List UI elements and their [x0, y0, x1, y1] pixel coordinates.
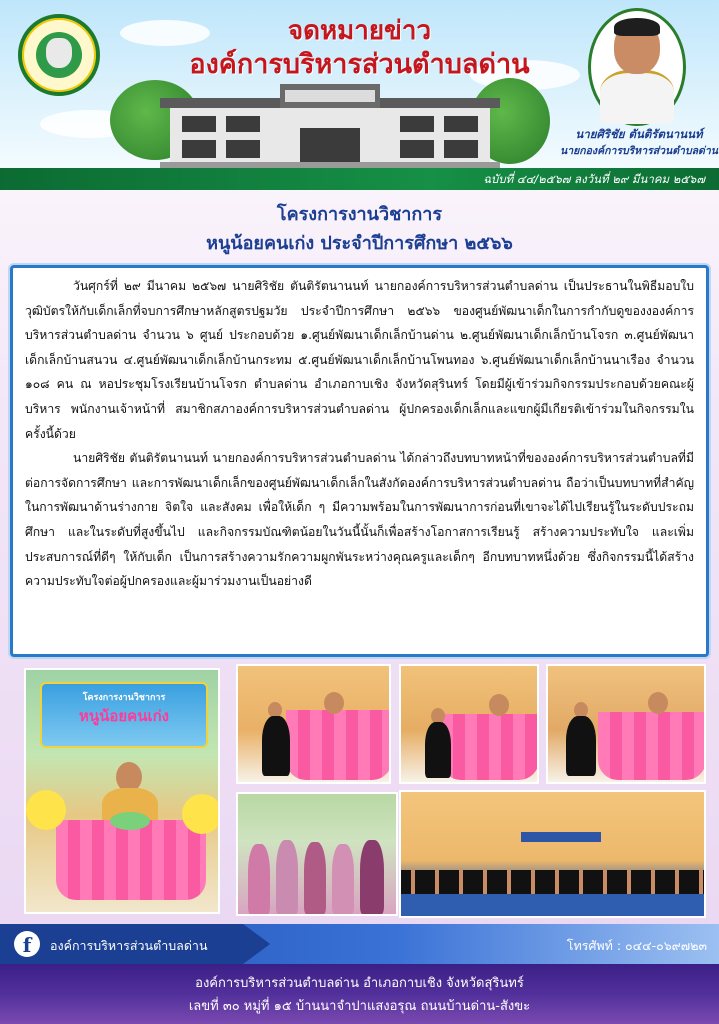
banner-main-text: หนูน้อยคนเก่ง: [78, 707, 169, 725]
project-title-line2: หนูน้อยคนเก่ง ประจำปีการศึกษา ๒๕๖๖: [206, 233, 513, 254]
flower-decoration: [26, 790, 66, 830]
decorated-table: [286, 710, 391, 780]
child-gown: [566, 716, 596, 776]
photo-chief-at-table: [24, 668, 220, 914]
article-paragraph-2: นายศิริชัย ตันติรัตนานนท์ นายกองค์การบริหารส่วนตำบลด่าน ได้กล่าวถึงบทบาทหน้าที่ขององค์การบริหารส่วนตำบลที่มีต่อการจัดการศึกษา และการพัฒนาเด็กเล็กของศูนย์พัฒนาเด็กเล็กในสังกัดองค์การบริหารส่วนตำบลด่าน ถือว่าเป็นบทบาทที่สำคัญในการพัฒนาด้านร่างกาย จิตใจ และสังคม เพื่อให้เด็ก ๆ มีความพร้อมในการพัฒนาการก่อนที่เขาจะได้ไปเรียนรู้ในระดับประถมศึกษา และในระดับที่สูงขึ้นไป และกิจกรรมบัณฑิตน้อยในวันนี้นั้นก็เพื่อสร้างโอกาสการเรียนรู้ สร้างความประทับใจ และเพิ่มประสบการณ์ที่ดีๆ ให้กับเด็ก เป็นการสร้างความรักความผูกพันระหว่างคุณครูและเด็กๆ อีกบทบาทหนึ่งด้วย ซึ่งกิจกรรมนี้ได้สร้างความประทับใจต่อผู้ปกครองและผู้มาร่วมงานเป็นอย่างดี: [25, 451, 694, 589]
photo-graduate-1: [236, 664, 391, 784]
stage-banner: [521, 832, 601, 842]
facebook-icon[interactable]: f: [14, 931, 40, 957]
graduates-row: [401, 870, 706, 894]
child-gown: [262, 716, 290, 776]
facebook-page-name[interactable]: องค์การบริหารส่วนตำบลด่าน: [50, 938, 208, 953]
photo-graduate-2: [399, 664, 539, 784]
article-text-box: [10, 265, 709, 657]
address-line-2: เลขที่ ๓๐ หมู่ที่ ๑๕ บ้านนาจำปาแสงอรุณ ถนนบ้านด่าน-สังขะ: [188, 999, 531, 1014]
address-line-1: องค์การบริหารส่วนตำบลด่าน อำเภอกาบเชิง จังหวัดสุรินทร์: [195, 976, 524, 991]
article-paragraph-1: วันศุกร์ที่ ๒๙ มีนาคม ๒๕๖๗ นายศิริชัย ตันติรัตนานนท์ นายกองค์การบริหารส่วนตำบลด่าน เป็นประธานในพิธีมอบใบวุฒิบัตรให้กับเด็กเล็กที่จบการศึกษาหลักสูตรปฐมวัย ประจำปีการศึกษา ๒๕๖๖ ของศูนย์พัฒนาเด็กในการกำกับดูของงองค์การบริหารส่วนตำบลด่าน จำนวน ๖ ศูนย์ ประกอบด้วย ๑.ศูนย์พัฒนาเด็กเล็กบ้านด่าน ๒.ศูนย์พัฒนาเด็กเล็กบ้านโจรก ๓.ศูนย์พัฒนาเด็กเล็กบ้านสนวน ๔.ศูนย์พัฒนาเด็กเล็กบ้านกระทม ๕.ศูนย์พัฒนาเด็กเล็กบ้านโพนทอง ๖.ศูนย์พัฒนาเด็กเล็กบ้านนาเรือง จำนวน ๑๐๘ คน ณ หอประชุมโรงเรียนบ้านโจรก ตำบลด่าน อำเภอกาบเชิง จังหวัดสุรินทร์ โดยมีผู้เข้าร่วมกิจกรรมประกอบด้วยคณะผู้บริหาร พนักงานเจ้าหน้าที่ สมาชิกสภาองค์การบริหารส่วนตำบลด่าน ผู้ปกครองเด็กเล็กและแขกผู้มีเกียรติเข้าร่วมในกิจกรรมในครั้งนี้ด้วย: [25, 279, 694, 441]
attendee: [304, 842, 326, 914]
project-title-line1: โครงการงานวิชาการ: [276, 204, 443, 225]
child-gown: [425, 722, 451, 778]
office-building-image: [160, 76, 500, 168]
attendee: [276, 840, 298, 914]
photo-audience: [236, 792, 398, 916]
decorated-table: [56, 820, 206, 900]
decorated-table: [598, 712, 706, 780]
attendee: [360, 840, 384, 914]
decorated-table: [441, 714, 539, 780]
chief-position: นายกองค์การบริหารส่วนตำบลด่าน: [560, 145, 718, 157]
chief-portrait-suit: [600, 70, 674, 124]
newsletter-header: [0, 0, 719, 168]
flower-decoration: [182, 794, 220, 834]
banner-title: โครงการงานวิชาการ: [82, 693, 166, 703]
attendee: [332, 844, 354, 914]
attendee: [248, 844, 270, 914]
chief-portrait-hair: [614, 18, 660, 36]
person-head: [324, 692, 344, 714]
chief-name: นายศิริชัย ตันติรัตนานนท์: [575, 127, 703, 141]
issue-number: ฉบับที่ ๔๔/๒๕๖๗ ลงวันที่ ๒๙ มีนาคม ๒๕๖๗: [483, 172, 705, 186]
stage-front: [401, 894, 706, 918]
photo-group: [399, 790, 706, 918]
organization-name: องค์การบริหารส่วนตำบลด่าน: [189, 49, 530, 80]
newsletter-title: จดหมายข่าว: [287, 16, 432, 46]
photo-graduate-3: [546, 664, 706, 784]
flower-basket: [110, 812, 150, 830]
phone-number: โทรศัพท์ : ๐๔๔-๐๖๙๗๒๓: [566, 938, 707, 953]
person-head: [648, 692, 668, 714]
person-head: [489, 694, 509, 716]
